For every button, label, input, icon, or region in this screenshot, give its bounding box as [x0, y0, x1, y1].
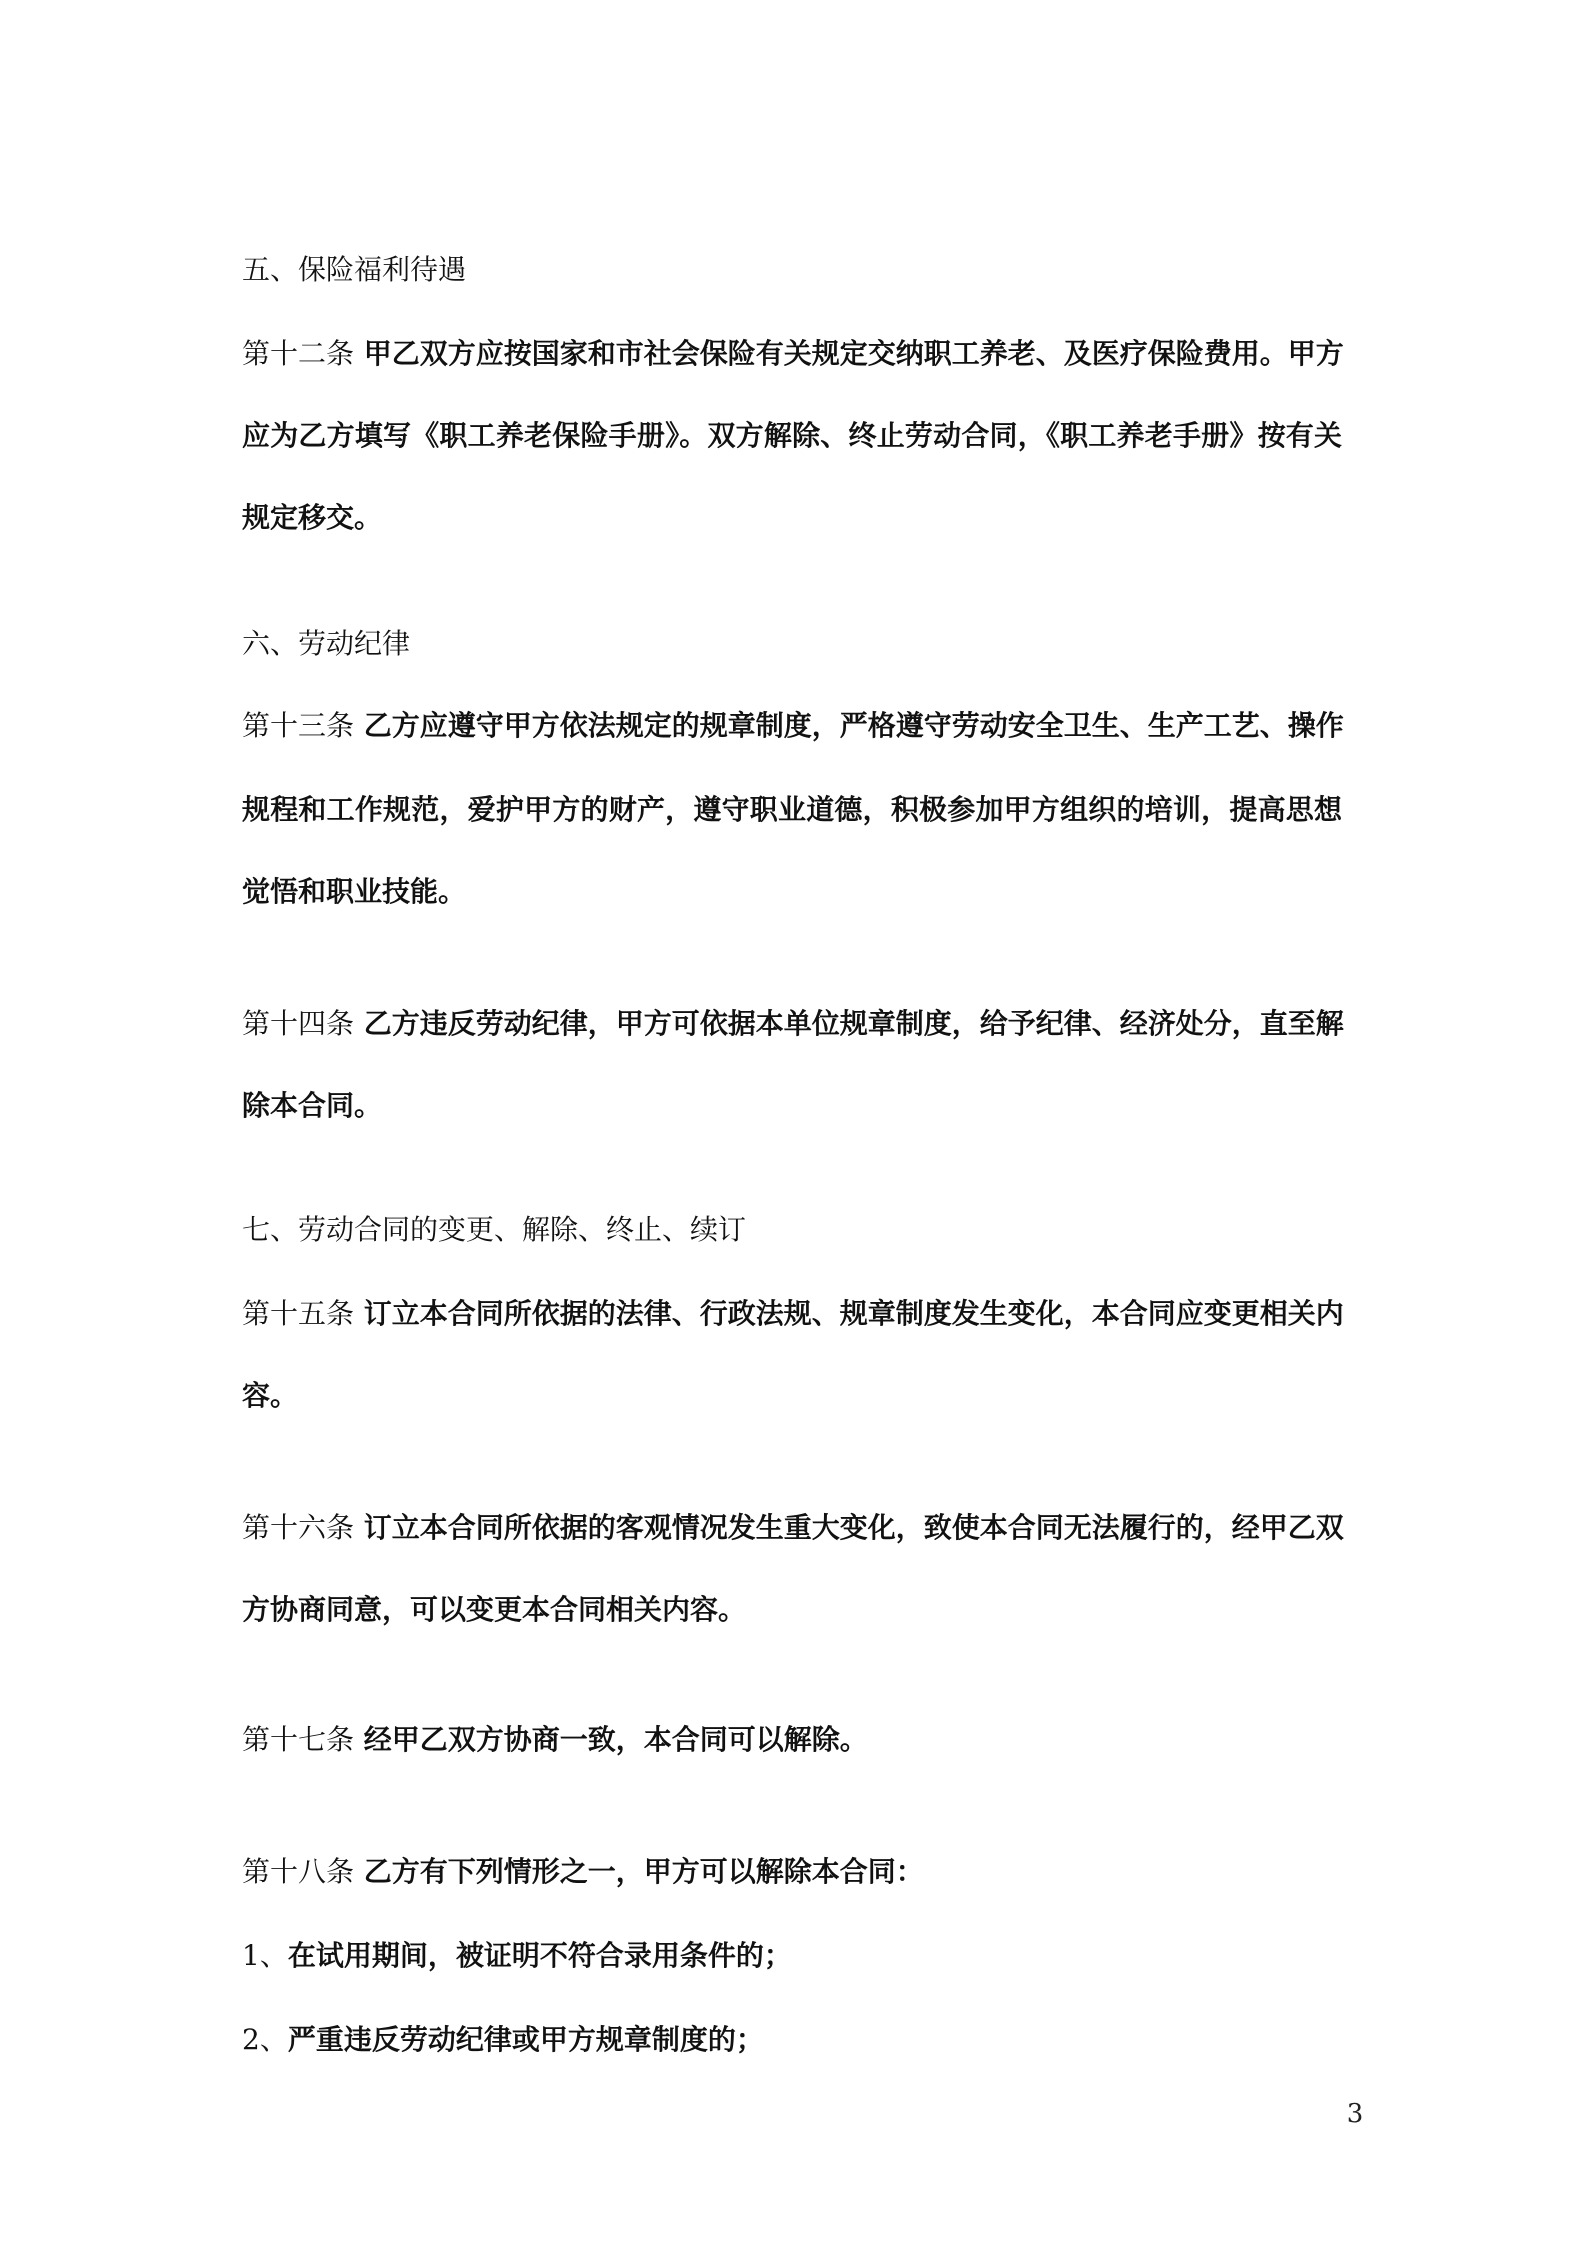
article-15-number: 第十五条: [242, 1297, 355, 1330]
section-heading-7: 七、劳动合同的变更、解除、终止、续订: [242, 1213, 747, 1246]
item-2-text: 严重违反劳动纪律或甲方规章制度的；: [287, 2023, 764, 2056]
article-12-line-2: 应为乙方填写《职工养老保险手册》。双方解除、终止劳动合同，《职工养老手册》按有关: [242, 419, 1342, 452]
article-15-line-2: 容。: [242, 1379, 299, 1412]
article-16-number: 第十六条: [242, 1511, 355, 1544]
item-2-number: 2、: [242, 2023, 288, 2056]
article-18-item-1: [242, 1936, 792, 1976]
section-heading-5: 五、保险福利待遇: [242, 253, 467, 286]
item-1-number: 1、: [242, 1939, 288, 1972]
article-12-number: 第十二条: [242, 337, 355, 370]
article-16-line-2: 方协商同意，可以变更本合同相关内容。: [242, 1593, 747, 1626]
article-17-text-1: 经甲乙双方协商一致，本合同可以解除。: [363, 1723, 868, 1756]
article-13-number: 第十三条: [242, 709, 355, 742]
article-17-number: 第十七条: [242, 1723, 355, 1756]
article-13-line-2: 规程和工作规范，爱护甲方的财产，遵守职业道德，积极参加甲方组织的培训，提高思想: [242, 793, 1342, 826]
article-17-line-1: [242, 1720, 868, 1760]
section-heading-6: 六、劳动纪律: [242, 627, 411, 660]
article-12-line-1: [242, 334, 1342, 374]
article-14-number: 第十四条: [242, 1007, 355, 1040]
article-16-text-1: 订立本合同所依据的客观情况发生重大变化，致使本合同无法履行的，经甲乙双: [363, 1511, 1344, 1544]
article-13-text-1: 乙方应遵守甲方依法规定的规章制度，严格遵守劳动安全卫生、生产工艺、操作: [363, 709, 1344, 742]
article-18-item-2: [242, 2020, 764, 2060]
article-18-line-1: [242, 1852, 924, 1892]
article-18-text-1: 乙方有下列情形之一，甲方可以解除本合同：: [363, 1855, 924, 1888]
article-13-line-3: 觉悟和职业技能。: [242, 875, 467, 908]
page-number: 3: [1346, 2099, 1364, 2129]
article-15-text-1: 订立本合同所依据的法律、行政法规、规章制度发生变化，本合同应变更相关内: [363, 1297, 1344, 1330]
article-16-line-1: [242, 1508, 1342, 1548]
article-14-text-1: 乙方违反劳动纪律，甲方可依据本单位规章制度，给予纪律、经济处分，直至解: [363, 1007, 1344, 1040]
article-18-number: 第十八条: [242, 1855, 355, 1888]
article-14-line-2: 除本合同。: [242, 1089, 383, 1122]
article-13-line-1: [242, 706, 1342, 746]
article-12-line-3: 规定移交。: [242, 501, 383, 534]
article-15-line-1: [242, 1294, 1342, 1334]
item-1-text: 在试用期间，被证明不符合录用条件的；: [287, 1939, 792, 1972]
article-12-text-1: 甲乙双方应按国家和市社会保险有关规定交纳职工养老、及医疗保险费用。甲方: [363, 337, 1344, 370]
article-14-line-1: [242, 1004, 1342, 1044]
